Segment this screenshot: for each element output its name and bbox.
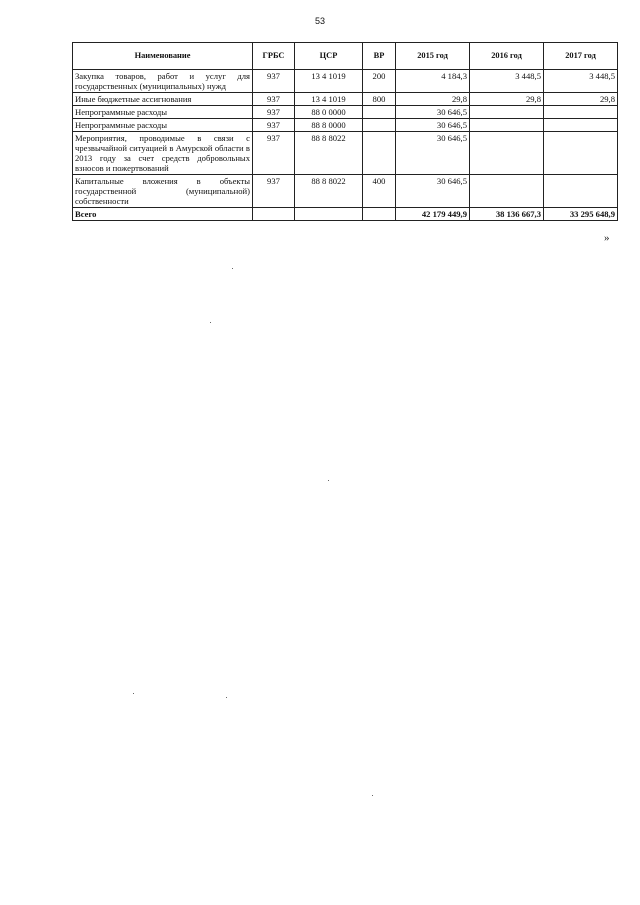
- cell-total-2017: 33 295 648,9: [544, 208, 618, 221]
- scan-speck: [210, 322, 211, 323]
- header-grbs: ГРБС: [253, 43, 295, 70]
- cell-2015: 30 646,5: [396, 106, 470, 119]
- cell-grbs: 937: [253, 70, 295, 93]
- cell-name: Мероприятия, проводимые в связи с чрезвычайной ситуацией в Амурской области в 2013 году за счет средств добровольных взносов и пожертвований: [73, 132, 253, 175]
- table-row: [73, 175, 618, 208]
- cell-vr: 200: [363, 70, 396, 93]
- table-row: [73, 70, 618, 93]
- cell-2016: 3 448,5: [470, 70, 544, 93]
- cell-total-2016: 38 136 667,3: [470, 208, 544, 221]
- cell-2016: [470, 119, 544, 132]
- cell-2015: 30 646,5: [396, 132, 470, 175]
- cell-csr: 88 8 8022: [295, 132, 363, 175]
- cell-csr: 13 4 1019: [295, 70, 363, 93]
- cell-vr: [363, 208, 396, 221]
- cell-2016: [470, 175, 544, 208]
- cell-csr: 13 4 1019: [295, 93, 363, 106]
- cell-grbs: 937: [253, 119, 295, 132]
- cell-2016: [470, 106, 544, 119]
- budget-table: [72, 42, 618, 221]
- cell-grbs: 937: [253, 93, 295, 106]
- closing-quote-mark: »: [604, 232, 610, 244]
- cell-name: Иные бюджетные ассигнования: [73, 93, 253, 106]
- cell-2017: 29,8: [544, 93, 618, 106]
- header-2015: 2015 год: [396, 43, 470, 70]
- cell-grbs: 937: [253, 106, 295, 119]
- cell-2017: [544, 119, 618, 132]
- header-name: Наименование: [73, 43, 253, 70]
- cell-vr: [363, 106, 396, 119]
- cell-vr: [363, 119, 396, 132]
- scan-speck: [226, 697, 227, 698]
- cell-name: Закупка товаров, работ и услуг для государственных (муниципальных) нужд: [73, 70, 253, 93]
- cell-2016: 29,8: [470, 93, 544, 106]
- scan-speck: [133, 693, 134, 694]
- cell-name: Непрограммные расходы: [73, 106, 253, 119]
- cell-2015: 30 646,5: [396, 175, 470, 208]
- cell-grbs: 937: [253, 132, 295, 175]
- table-row: [73, 106, 618, 119]
- cell-grbs: [253, 208, 295, 221]
- cell-csr: 88 8 8022: [295, 175, 363, 208]
- cell-grbs: 937: [253, 175, 295, 208]
- header-vr: ВР: [363, 43, 396, 70]
- cell-2017: [544, 106, 618, 119]
- cell-name: Капитальные вложения в объекты государственной (муниципальной) собственности: [73, 175, 253, 208]
- page-number: 53: [314, 16, 325, 26]
- cell-2015: 29,8: [396, 93, 470, 106]
- scan-speck: [232, 268, 233, 269]
- table-total-row: [73, 208, 618, 221]
- table-header-row: [73, 43, 618, 70]
- cell-2015: 30 646,5: [396, 119, 470, 132]
- table-row: [73, 132, 618, 175]
- cell-2017: [544, 132, 618, 175]
- cell-2017: [544, 175, 618, 208]
- cell-vr: 400: [363, 175, 396, 208]
- scan-speck: [372, 795, 373, 796]
- cell-2017: 3 448,5: [544, 70, 618, 93]
- table-row: [73, 93, 618, 106]
- cell-csr: 88 0 0000: [295, 106, 363, 119]
- scan-speck: [328, 480, 329, 481]
- cell-vr: 800: [363, 93, 396, 106]
- cell-total-2015: 42 179 449,9: [396, 208, 470, 221]
- cell-csr: [295, 208, 363, 221]
- table-row: [73, 119, 618, 132]
- header-csr: ЦСР: [295, 43, 363, 70]
- header-2016: 2016 год: [470, 43, 544, 70]
- cell-csr: 88 8 0000: [295, 119, 363, 132]
- cell-total-label: Всего: [73, 208, 253, 221]
- cell-2015: 4 184,3: [396, 70, 470, 93]
- cell-2016: [470, 132, 544, 175]
- header-2017: 2017 год: [544, 43, 618, 70]
- cell-vr: [363, 132, 396, 175]
- cell-name: Непрограммные расходы: [73, 119, 253, 132]
